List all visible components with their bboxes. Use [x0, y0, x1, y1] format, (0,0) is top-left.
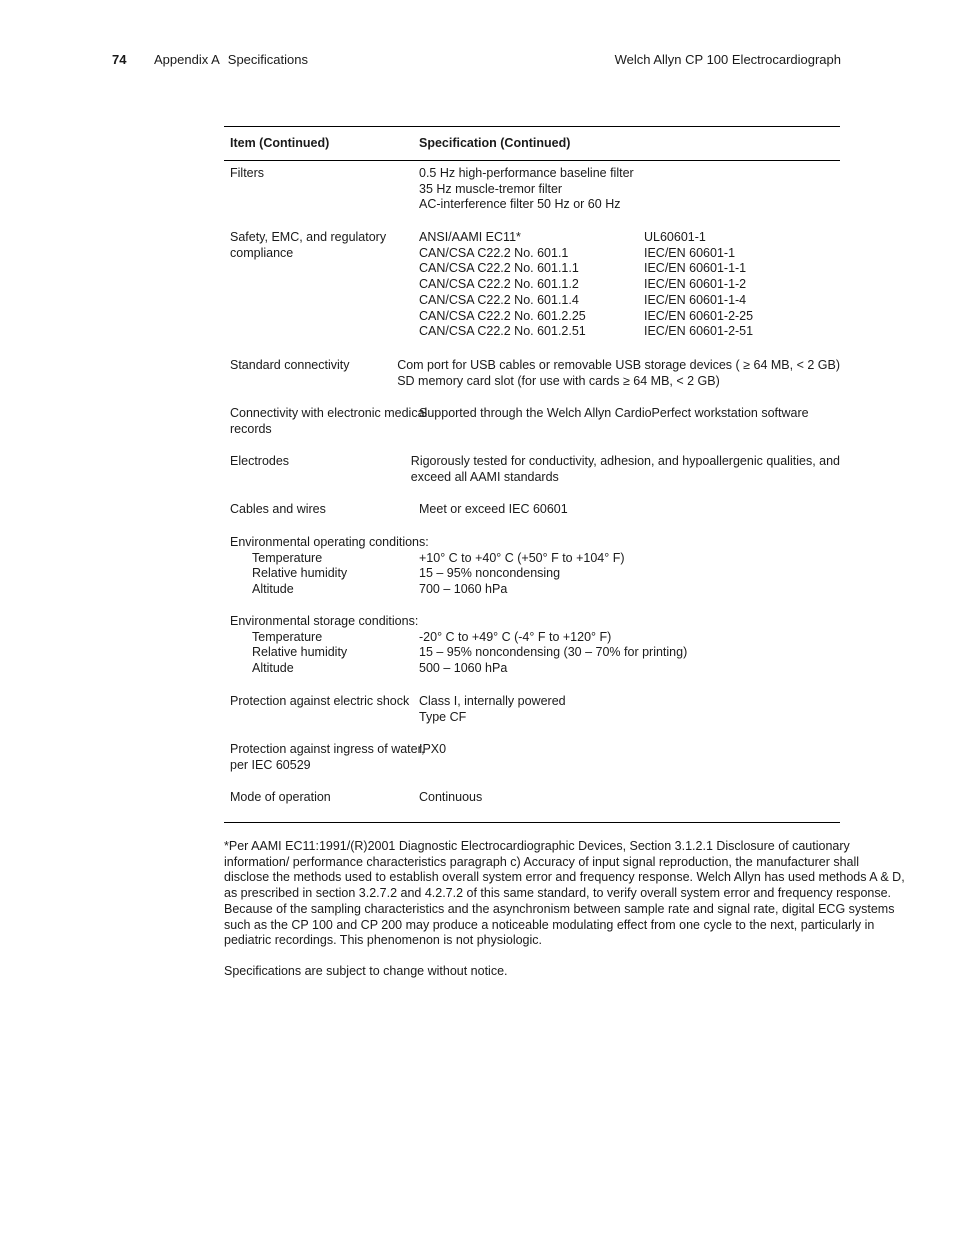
- row-item-cell: [224, 535, 429, 614]
- spec-value: Type CF: [419, 709, 467, 724]
- section-heading: [154, 52, 308, 68]
- spec-value: Class I, internally powered: [419, 694, 566, 708]
- standard-entry: CAN/CSA C22.2 No. 601.2.25: [419, 308, 586, 323]
- table-row: [224, 614, 840, 694]
- table-row: [224, 230, 840, 358]
- table-row: [224, 358, 840, 406]
- footnote-line: information/ performance characteristics paragraph c) Accuracy of input signal reproduction, the manufacturer shall: [224, 854, 860, 869]
- footnote: [224, 839, 905, 980]
- table-row: [224, 166, 840, 230]
- row-spec-cell: [419, 742, 840, 790]
- spec-value: exceed all AAMI standards: [410, 469, 559, 484]
- spec-value: Continuous: [419, 790, 483, 804]
- item-label: Environmental storage conditions:: [230, 614, 419, 628]
- standard-entry: CAN/CSA C22.2 No. 601.1.2: [419, 277, 579, 292]
- item-label: records: [230, 421, 272, 436]
- table-row: [224, 790, 840, 822]
- row-spec-cell: [419, 230, 840, 358]
- row-item-cell: [224, 790, 419, 822]
- item-label: Protection against electric shock: [230, 694, 410, 708]
- row-spec-cell: [419, 166, 840, 230]
- item-label: per IEC 60529: [230, 757, 311, 772]
- row-item-cell: [224, 502, 419, 535]
- row-spec-cell: [419, 535, 840, 614]
- spec-value: AC-interference filter 50 Hz or 60 Hz: [419, 197, 621, 212]
- footnote-text: [224, 839, 905, 949]
- spec-value: 35 Hz muscle-tremor filter: [419, 181, 563, 196]
- standard-entry: ANSI/AAMI EC11*: [419, 230, 521, 244]
- row-spec-cell: [397, 358, 840, 406]
- row-item-cell: [224, 614, 419, 694]
- item-label: Protection against ingress of water,: [230, 742, 425, 756]
- table-row: [224, 535, 840, 614]
- table-row: [224, 694, 840, 742]
- item-label: compliance: [230, 245, 294, 260]
- spec-value: Supported through the Welch Allyn CardioPerfect workstation software: [419, 406, 809, 420]
- table-row: [224, 742, 840, 790]
- spec-value: Com port for USB cables or removable USB storage devices ( ≥ 64 MB, < 2 GB): [397, 358, 840, 372]
- spec-value: SD memory card slot (for use with cards ≥ 64 MB, < 2 GB): [397, 373, 720, 388]
- table-header-row: [224, 127, 840, 161]
- standards-left-column: [419, 230, 644, 340]
- specifications-table: [224, 126, 840, 823]
- sub-item-label: Altitude: [252, 582, 294, 597]
- footnote-line: such as the CP 100 and CP 200 may produce a noticeable modulating effect from one cycle to the next, particularly in: [224, 917, 875, 932]
- spec-value: 500 – 1060 hPa: [419, 661, 508, 676]
- row-item-cell: [224, 358, 397, 406]
- spec-value: Rigorously tested for conductivity, adhesion, and hypoallergenic qualities, and: [410, 454, 840, 468]
- standard-entry: IEC/EN 60601-1-2: [644, 277, 747, 292]
- row-item-cell: [224, 742, 425, 790]
- spec-value: -20° C to +49° C (-4° F to +120° F): [419, 629, 612, 644]
- row-item-cell: [224, 694, 419, 742]
- sub-item-label: Temperature: [252, 629, 323, 644]
- standard-entry: CAN/CSA C22.2 No. 601.1.4: [419, 292, 579, 307]
- change-notice: Specifications are subject to change without notice.: [224, 963, 508, 978]
- standard-entry: IEC/EN 60601-2-51: [644, 324, 754, 339]
- standard-entry: IEC/EN 60601-1-1: [644, 261, 747, 276]
- standards-list: [419, 230, 840, 340]
- spec-value: 0.5 Hz high-performance baseline filter: [419, 166, 634, 180]
- row-spec-cell: [411, 454, 840, 502]
- standard-entry: CAN/CSA C22.2 No. 601.1: [419, 245, 569, 260]
- spec-value: IPX0: [419, 742, 447, 756]
- item-label: Filters: [230, 166, 265, 180]
- item-label: Connectivity with electronic medical: [230, 406, 428, 420]
- row-spec-cell: [419, 502, 840, 535]
- page-header: [0, 52, 954, 72]
- item-label: Environmental operating conditions:: [230, 535, 429, 549]
- spec-value: 700 – 1060 hPa: [419, 582, 508, 597]
- row-item-cell: [224, 454, 411, 502]
- item-label: Safety, EMC, and regulatory: [230, 230, 387, 244]
- row-item-cell: [224, 230, 419, 358]
- row-item-cell: [224, 166, 419, 230]
- page-number: 74: [112, 52, 127, 67]
- standard-entry: CAN/CSA C22.2 No. 601.2.51: [419, 324, 586, 339]
- standard-entry: CAN/CSA C22.2 No. 601.1.1: [419, 261, 579, 276]
- item-column-header: Item (Continued): [230, 135, 330, 150]
- spec-value: Meet or exceed IEC 60601: [419, 502, 568, 516]
- specification-column-header: Specification (Continued): [419, 135, 571, 150]
- table-row: [224, 502, 840, 535]
- appendix-title: Specifications: [227, 52, 308, 67]
- item-label: Electrodes: [230, 454, 290, 468]
- standards-right-column: [644, 230, 840, 340]
- appendix-label: Appendix A: [154, 52, 220, 67]
- footnote-line: *Per AAMI EC11:1991/(R)2001 Diagnostic Electrocardiographic Devices, Section 3.1.2.1 Disclosure of cautionary: [224, 839, 850, 853]
- table-row: [224, 454, 840, 502]
- footnote-line: Because of the sampling characteristics and the asynchronism between sample rate and signal rate, digital ECG systems: [224, 901, 895, 916]
- row-spec-cell: [419, 694, 840, 742]
- table-body: [224, 166, 840, 822]
- item-label: Standard connectivity: [230, 358, 350, 372]
- standard-entry: IEC/EN 60601-1: [644, 245, 736, 260]
- row-spec-cell: [419, 614, 840, 694]
- spec-value: 15 – 95% noncondensing: [419, 566, 561, 581]
- standard-entry: UL60601-1: [644, 230, 706, 244]
- footnote-line: disclose the methods used to establish overall system error and frequency response. Welch Allyn has used methods A & D,: [224, 870, 905, 885]
- spec-value: +10° C to +40° C (+50° F to +104° F): [419, 550, 625, 565]
- table-row: [224, 406, 840, 454]
- item-label: Mode of operation: [230, 790, 331, 804]
- row-spec-cell: [419, 406, 840, 454]
- spec-value: 15 – 95% noncondensing (30 – 70% for printing): [419, 645, 688, 660]
- footnote-line: as prescribed in section 3.2.7.2 and 4.2.7.2 of this same standard, to verify overall system error and frequency response.: [224, 886, 892, 901]
- sub-item-label: Altitude: [252, 661, 294, 676]
- standard-entry: IEC/EN 60601-1-4: [644, 292, 747, 307]
- sub-item-label: Temperature: [252, 550, 323, 565]
- document-title: Welch Allyn CP 100 Electrocardiograph: [614, 52, 841, 67]
- row-item-cell: [224, 406, 428, 454]
- footnote-line: pediatric recordings. This phenomenon is not physiologic.: [224, 933, 543, 948]
- item-label: Cables and wires: [230, 502, 326, 516]
- sub-item-label: Relative humidity: [252, 645, 348, 660]
- sub-item-label: Relative humidity: [252, 566, 348, 581]
- standard-entry: IEC/EN 60601-2-25: [644, 308, 754, 323]
- row-spec-cell: [419, 790, 840, 822]
